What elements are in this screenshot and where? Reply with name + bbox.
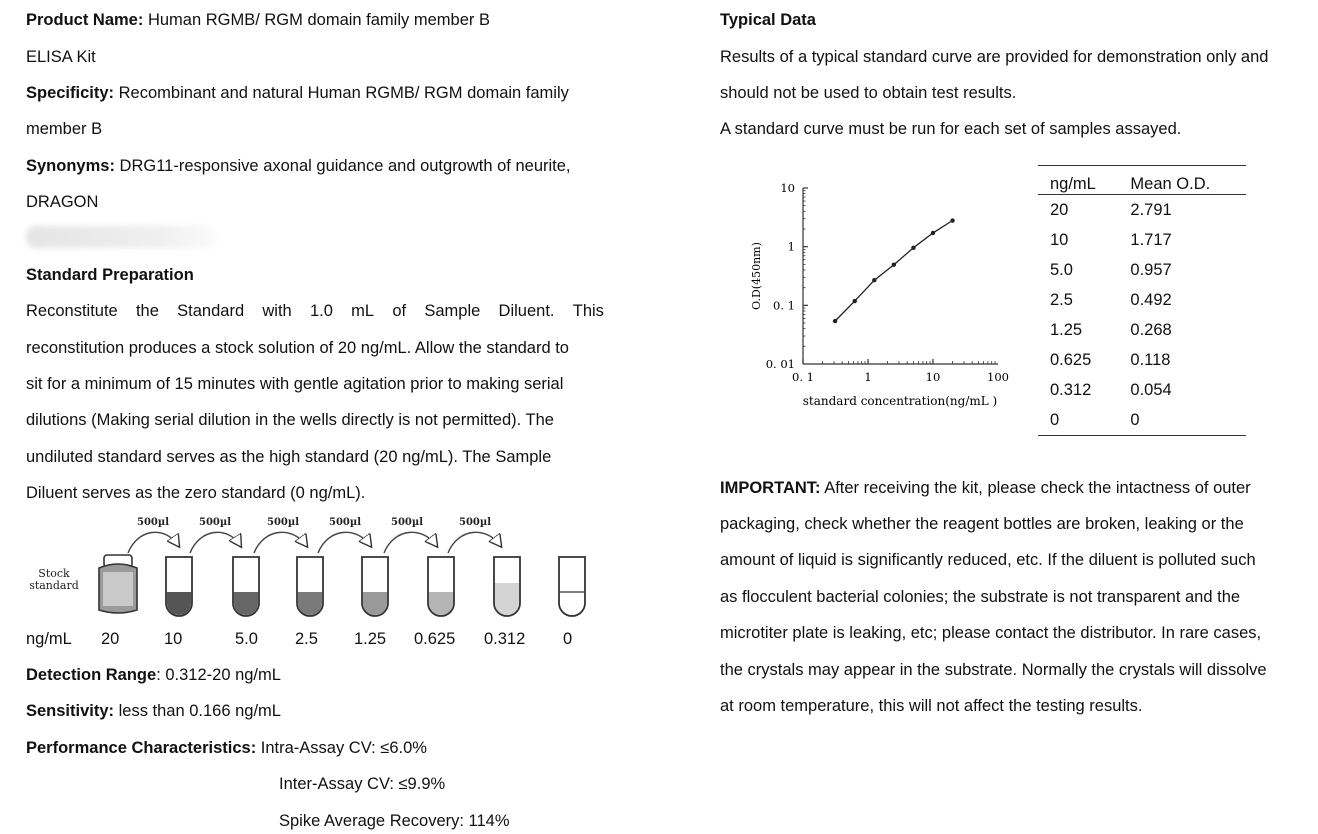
std-word: the — [135, 302, 159, 320]
synonyms-value-cont: DRAGON — [26, 193, 99, 211]
dilution-unit-label: ng/mL — [26, 630, 72, 648]
important-line-2: packaging, check whether the reagent bottles are broken, leaking or the — [720, 515, 1244, 533]
table-row — [1038, 285, 1246, 315]
sensitivity-line — [26, 701, 281, 721]
standard-preparation-line-4: dilutions (Making serial dilution in the wells directly is not permitted). The — [26, 411, 554, 429]
table-row — [1038, 255, 1246, 285]
important-line-3: amount of liquid is significantly reduced, etc. If the diluent is polluted such — [720, 551, 1256, 569]
transfer-arrow — [448, 532, 500, 553]
specificity-value: Recombinant and natural Human RGMB/ RGM domain family — [118, 84, 569, 102]
standard-preparation-line-5: undiluted standard serves as the high standard (20 ng/mL). The Sample — [26, 448, 552, 466]
transfer-volume-label: 500µl — [329, 517, 361, 528]
transfer-arrow — [384, 532, 436, 553]
table-row — [1038, 315, 1246, 345]
synonyms-value: DRG11-responsive axonal guidance and outgrowth of neurite, — [119, 157, 571, 175]
table-cell: 2.5 — [1050, 290, 1073, 309]
typical-data-heading: Typical Data — [720, 11, 816, 29]
important-label: IMPORTANT: — [720, 479, 821, 497]
specificity-line — [26, 83, 569, 103]
transfer-arrow — [128, 532, 178, 553]
table-cell: 5.0 — [1050, 260, 1073, 279]
transfer-volume-label: 500µl — [137, 517, 169, 528]
standard-preparation-line-6: Diluent serves as the zero standard (0 ng/mL). — [26, 484, 366, 502]
data-point — [950, 218, 954, 222]
data-point — [931, 231, 935, 235]
table-cell: 1.25 — [1050, 320, 1083, 339]
table-cell: 0 — [1130, 410, 1140, 429]
data-point — [911, 246, 915, 250]
stock-standard-label: standard — [29, 579, 79, 592]
dilution-concentration: 5.0 — [235, 630, 258, 648]
standard-curve-line — [835, 221, 953, 322]
blurred-text-smudge — [26, 226, 216, 248]
tube-icon — [494, 557, 520, 616]
data-point — [833, 319, 837, 323]
column-header-mean-od: Mean O.D. — [1118, 166, 1246, 195]
column-header-concentration: ng/mL — [1038, 166, 1118, 195]
important-line-5: microtiter plate is leaking, etc; please contact the distributor. In rare cases, — [720, 624, 1262, 642]
table-row — [1038, 225, 1246, 255]
tube-icon — [233, 557, 259, 616]
typical-data-table — [1038, 165, 1246, 436]
table-row — [1038, 345, 1246, 375]
synonyms-label: Synonyms: — [26, 157, 115, 175]
typical-data-line-3: A standard curve must be run for each set of samples assayed. — [720, 120, 1182, 138]
important-line-4: as flocculent bacterial colonies; the substrate is not transparent and the — [720, 588, 1241, 606]
table-cell: 1.717 — [1130, 230, 1172, 249]
product-name-value-cont: ELISA Kit — [26, 48, 96, 66]
product-name-line — [26, 10, 490, 30]
detection-range-line — [26, 665, 281, 685]
dilution-concentration: 2.5 — [295, 630, 318, 648]
table-cell: 0.957 — [1130, 260, 1172, 279]
sensitivity-label: Sensitivity: — [26, 702, 115, 720]
x-tick-label: 10 — [925, 370, 941, 384]
table-header-row — [1038, 166, 1246, 195]
tube-icon — [166, 557, 192, 616]
y-axis-label: O.D(450nm) — [750, 242, 763, 310]
table-cell: 0 — [1050, 410, 1060, 429]
dilution-concentration: 1.25 — [354, 630, 387, 648]
specificity-label: Specificity: — [26, 84, 115, 102]
standard-preparation-heading: Standard Preparation — [26, 266, 194, 284]
table-cell: 0.492 — [1130, 290, 1172, 309]
transfer-volume-label: 500µl — [199, 517, 231, 528]
std-word: Standard — [177, 302, 245, 320]
transfer-volume-label: 500µl — [459, 517, 491, 528]
standard-preparation-line-2: reconstitution produces a stock solution of 20 ng/mL. Allow the standard to — [26, 339, 569, 357]
x-tick-label: 1 — [864, 370, 872, 384]
dilution-concentration: 0.312 — [484, 630, 526, 648]
important-text: After receiving the kit, please check the intactness of outer — [824, 479, 1251, 497]
std-word: Reconstitute — [26, 302, 118, 320]
std-word: of — [392, 302, 407, 320]
detection-range-label: Detection Range — [26, 666, 157, 684]
important-line-6: the crystals may appear in the substrate. Normally the crystals will dissolve — [720, 661, 1267, 679]
serial-dilution-diagram — [0, 505, 640, 625]
product-name-label: Product Name: — [26, 11, 144, 29]
spike-recovery-value: Spike Average Recovery: 114% — [279, 812, 510, 830]
data-point — [872, 278, 876, 282]
y-tick-label: 0. 1 — [773, 298, 795, 313]
performance-label: Performance Characteristics: — [26, 739, 257, 757]
y-tick-label: 0. 01 — [765, 357, 795, 371]
transfer-volume-label: 500µl — [391, 517, 423, 528]
table-cell: 10 — [1050, 230, 1069, 249]
std-word: Diluent. — [498, 302, 555, 320]
std-word: This — [572, 302, 604, 320]
table-row — [1038, 375, 1246, 405]
tube-icon — [362, 557, 388, 616]
data-point — [853, 299, 857, 303]
specificity-value-cont: member B — [26, 120, 103, 138]
table-cell: 0.054 — [1130, 380, 1172, 399]
transfer-arrow — [254, 532, 306, 553]
table-row — [1038, 405, 1246, 436]
typical-data-line-1: Results of a typical standard curve are provided for demonstration only and — [720, 48, 1269, 66]
x-axis-label: standard concentration(ng/mL ) — [802, 394, 998, 408]
transfer-arrow — [190, 532, 240, 553]
table-cell: 0.625 — [1050, 350, 1092, 369]
sensitivity-value: less than 0.166 ng/mL — [118, 702, 281, 720]
product-name-value: Human RGMB/ RGM domain family member B — [147, 11, 490, 29]
typical-data-line-2: should not be used to obtain test results. — [720, 84, 1017, 102]
standard-curve-chart — [740, 172, 1030, 422]
stock-bottle-icon — [99, 555, 137, 613]
synonyms-line — [26, 156, 571, 176]
inter-assay-value: Inter-Assay CV: ≤9.9% — [279, 775, 446, 793]
std-word: mL — [351, 302, 375, 320]
dilution-concentration: 0 — [563, 630, 573, 648]
performance-line — [26, 738, 427, 758]
table-cell: 20 — [1050, 200, 1069, 219]
data-point — [892, 263, 896, 267]
x-tick-label: 0. 1 — [792, 370, 814, 384]
transfer-arrow — [318, 532, 370, 553]
std-word: with — [262, 302, 292, 320]
dilution-concentration: 20 — [101, 630, 120, 648]
tube-icon — [428, 557, 454, 616]
standard-preparation-line-1 — [26, 301, 604, 321]
std-word: Sample — [424, 302, 481, 320]
tube-icon — [559, 557, 585, 616]
table-cell: 2.791 — [1130, 200, 1172, 219]
table-cell: 0.312 — [1050, 380, 1092, 399]
tube-icon — [297, 557, 323, 616]
table-cell: 0.268 — [1130, 320, 1172, 339]
important-line-7: at room temperature, this will not affect the testing results. — [720, 697, 1143, 715]
table-row — [1038, 195, 1246, 226]
intra-assay-value: Intra-Assay CV: ≤6.0% — [260, 739, 427, 757]
dilution-concentration: 10 — [164, 630, 183, 648]
transfer-volume-label: 500µl — [267, 517, 299, 528]
y-tick-label: 1 — [787, 239, 795, 254]
std-word: 1.0 — [309, 302, 333, 320]
table-cell: 0.118 — [1130, 350, 1171, 369]
x-tick-label: 100 — [987, 370, 1009, 384]
important-line-1 — [720, 478, 1251, 498]
stock-standard-label: Stock — [38, 567, 70, 580]
standard-preparation-line-3: sit for a minimum of 15 minutes with gentle agitation prior to making serial — [26, 375, 564, 393]
y-tick-label: 10 — [780, 181, 795, 195]
detection-range-value: : 0.312-20 ng/mL — [156, 666, 281, 684]
dilution-concentration: 0.625 — [414, 630, 456, 648]
